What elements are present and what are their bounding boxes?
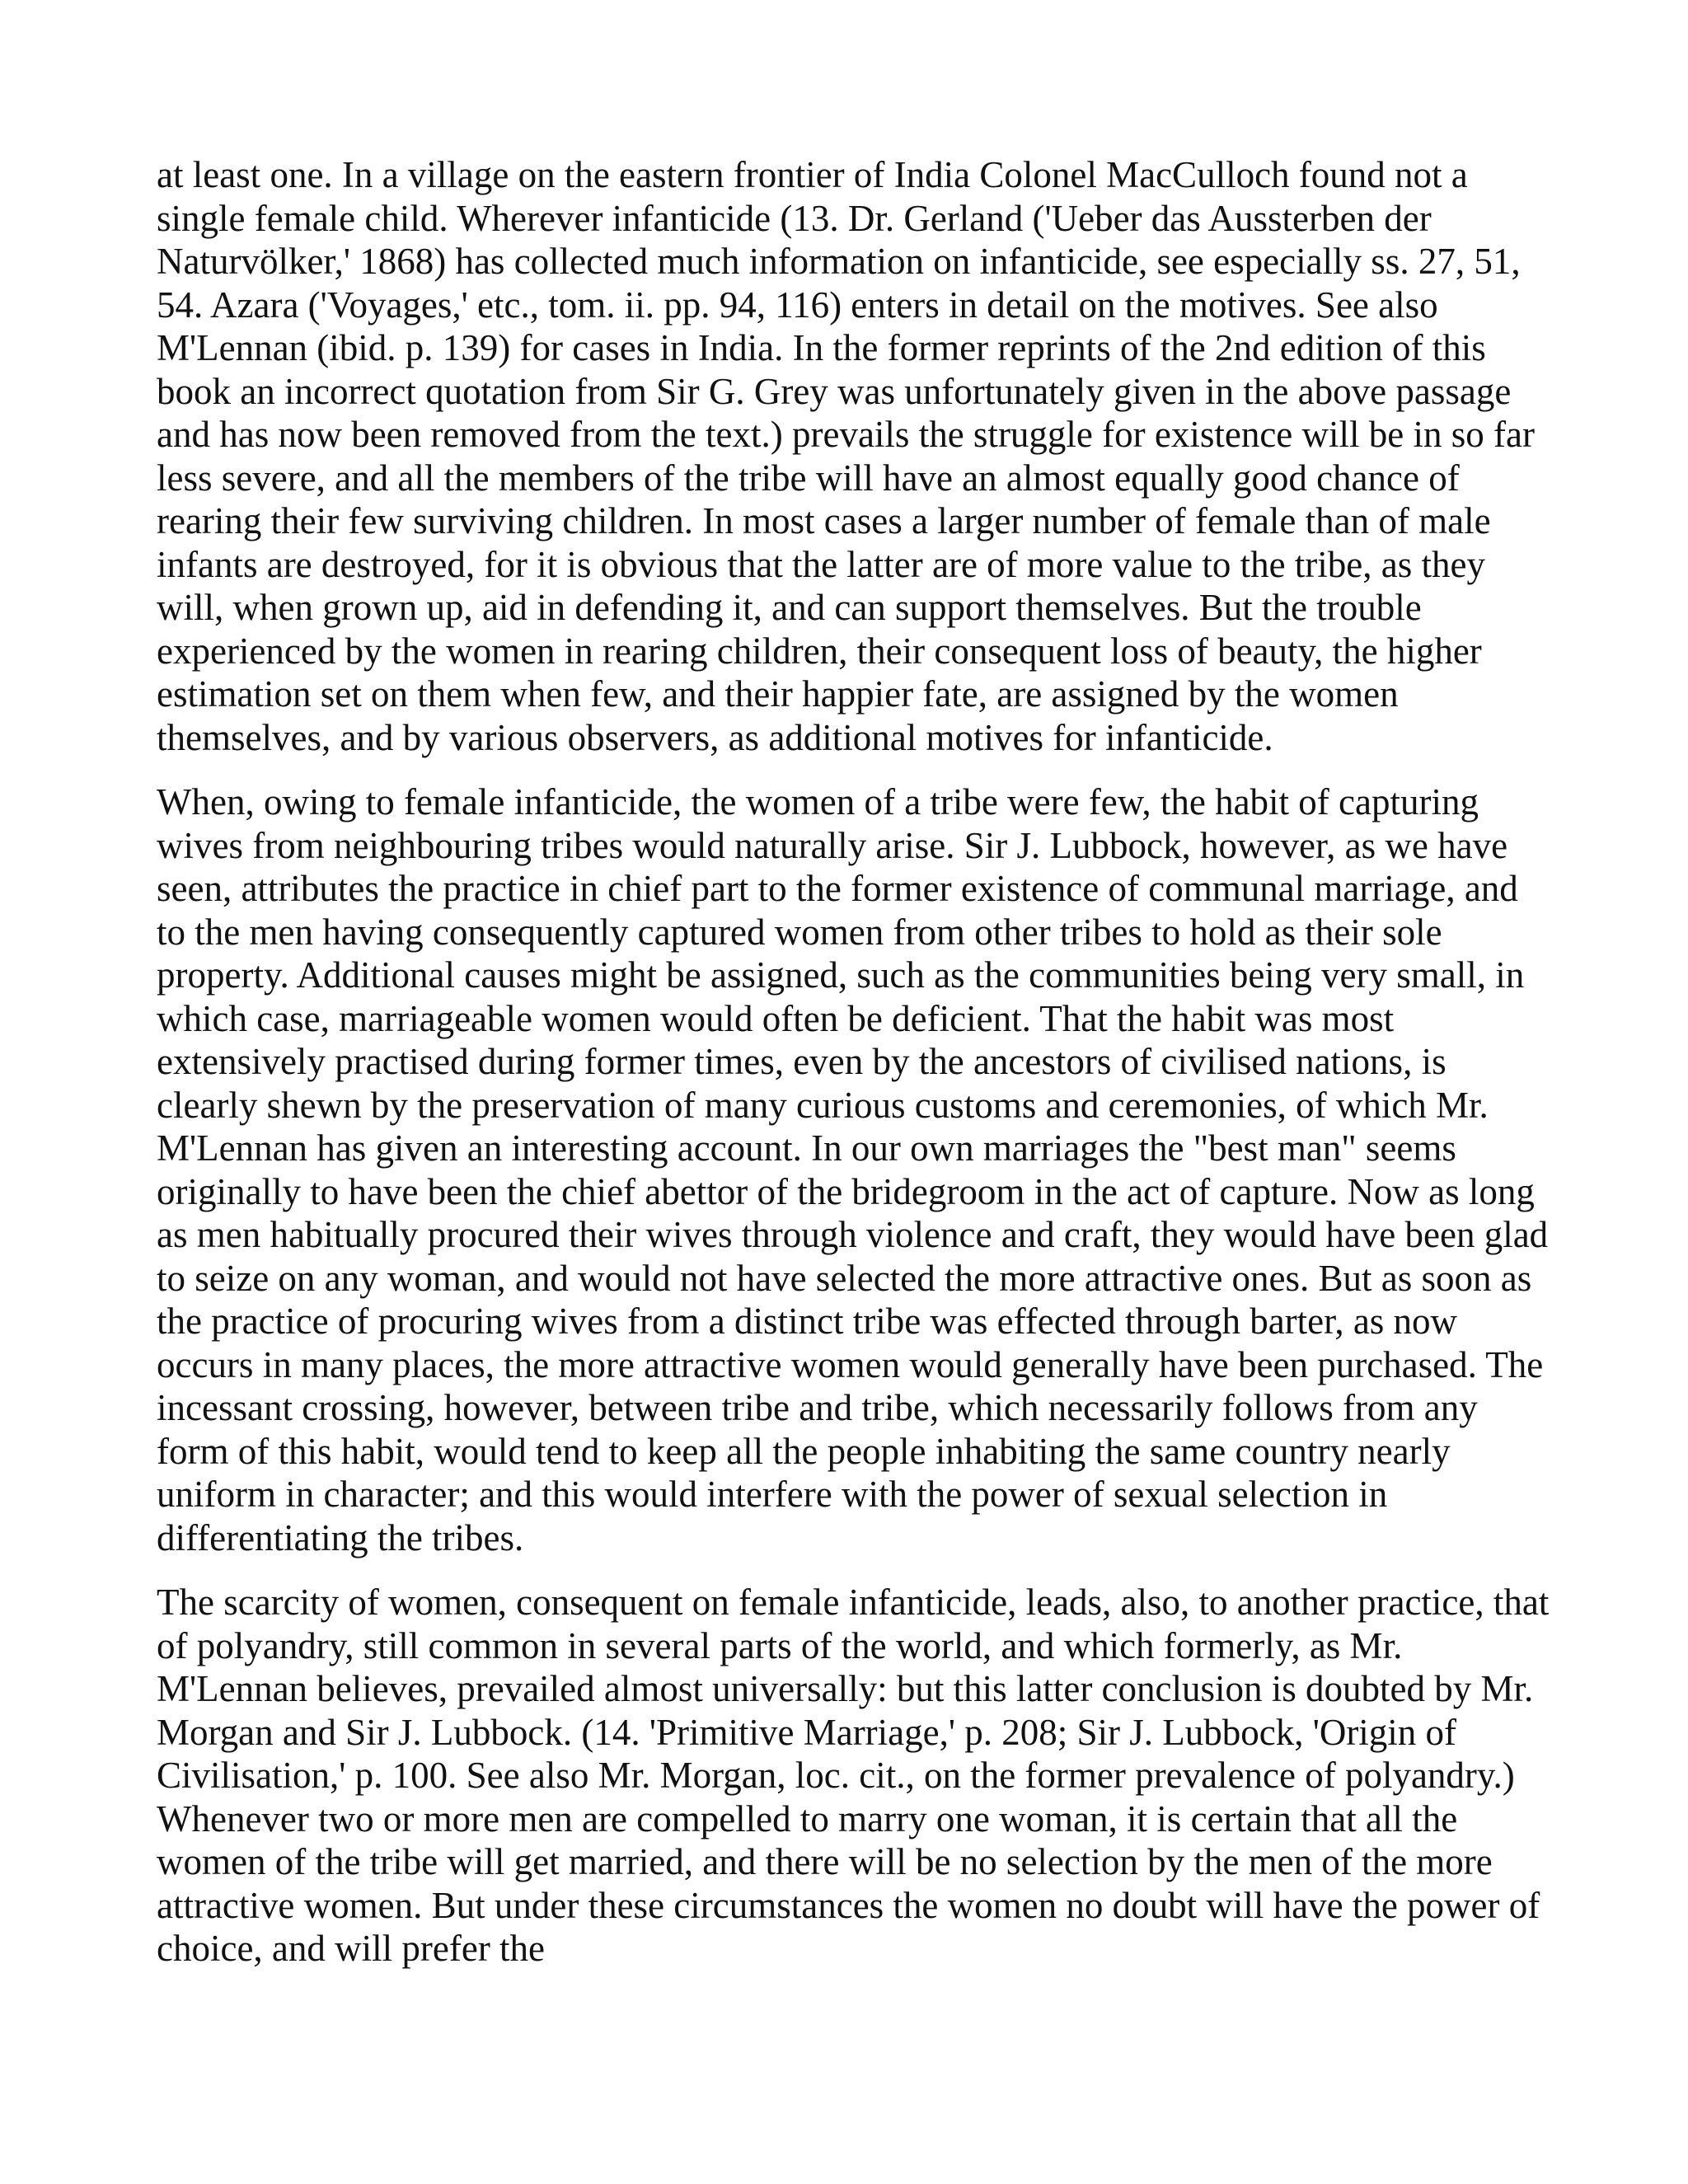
paragraph-polyandry: The scarcity of women, consequent on female infanticide, leads, also, to another practice, that of polyandry, still common in several parts of the world, and which formerly, as Mr. M'Lennan believes, prevailed almost universally: but this latter conclusion is doubted by Mr. Morgan and Sir J. Lubbock. (14. 'Primitive Marriage,' p. 208; Sir J. Lubbock, 'Origin of Civilisation,' p. 100. See also Mr. Morgan, loc. cit., on the former prevalence of polyandry.) Whenever two or more men are compelled to marry one woman, it is certain that all the women of the tribe will get married, and there will be no selection by the men of the more attractive women. But under these circumstances the women no doubt will have the power of choice, and will prefer the [157, 1582, 1550, 1969]
paragraph-capture-of-wives: When, owing to female infanticide, the women of a tribe were few, the habit of capturing wives from neighbouring tribes would naturally arise. Sir J. Lubbock, however, as we have seen, attributes the practice in chief part to the former existence of communal marriage, and to the men having consequently captured women from other tribes to hold as their sole property. Additional causes might be assigned, such as the communities being very small, in which case, marriageable women would often be deficient. That the habit was most extensively practised during former times, even by the ancestors of civilised nations, is clearly shewn by the preservation of many curious customs and ceremonies, of which Mr. M'Lennan has given an interesting account. In our own marriages the "best man" seems originally to have been the chief abettor of the bridegroom in the act of capture. Now as long as men habitually procured their wives through violence and craft, they would have been glad to seize on any woman, and would not have selected the more attractive ones. But as soon as the practice of procuring wives from a distinct tribe was effected through barter, as now occurs in many places, the more attractive women would generally have been purchased. The incessant crossing, however, between tribe and tribe, which necessarily follows from any form of this habit, would tend to keep all the people inhabiting the same country nearly uniform in character; and this would interfere with the power of sexual selection in differentiating the tribes. [157, 781, 1549, 1558]
paragraph-infanticide: at least one. In a village on the eastern frontier of India Colonel MacCulloch found not a single female child. Wherever infanticide (13. Dr. Gerland ('Ueber das Aussterben der Naturvölker,' 1868) has collected much information on infanticide, see especially ss. 27, 51, 54. Azara ('Voyages,' etc., tom. ii. pp. 94, 116) enters in detail on the motives. See also M'Lennan (ibid. p. 139) for cases in India. In the former reprints of the 2nd edition of this book an incorrect quotation from Sir G. Grey was unfortunately given in the above passage and has now been removed from the text.) prevails the struggle for existence will be in so far less severe, and all the members of the tribe will have an almost equally good chance of rearing their few surviving children. In most cases a larger number of female than of male infants are destroyed, for it is obvious that the latter are of more value to the tribe, as they will, when grown up, aid in defending it, and can support themselves. But the trouble experienced by the women in rearing children, their consequent loss of beauty, the higher estimation set on them when few, and their happier fate, are assigned by the women themselves, and by various observers, as additional motives for infanticide. [157, 154, 1535, 758]
document-page [157, 153, 1550, 1992]
